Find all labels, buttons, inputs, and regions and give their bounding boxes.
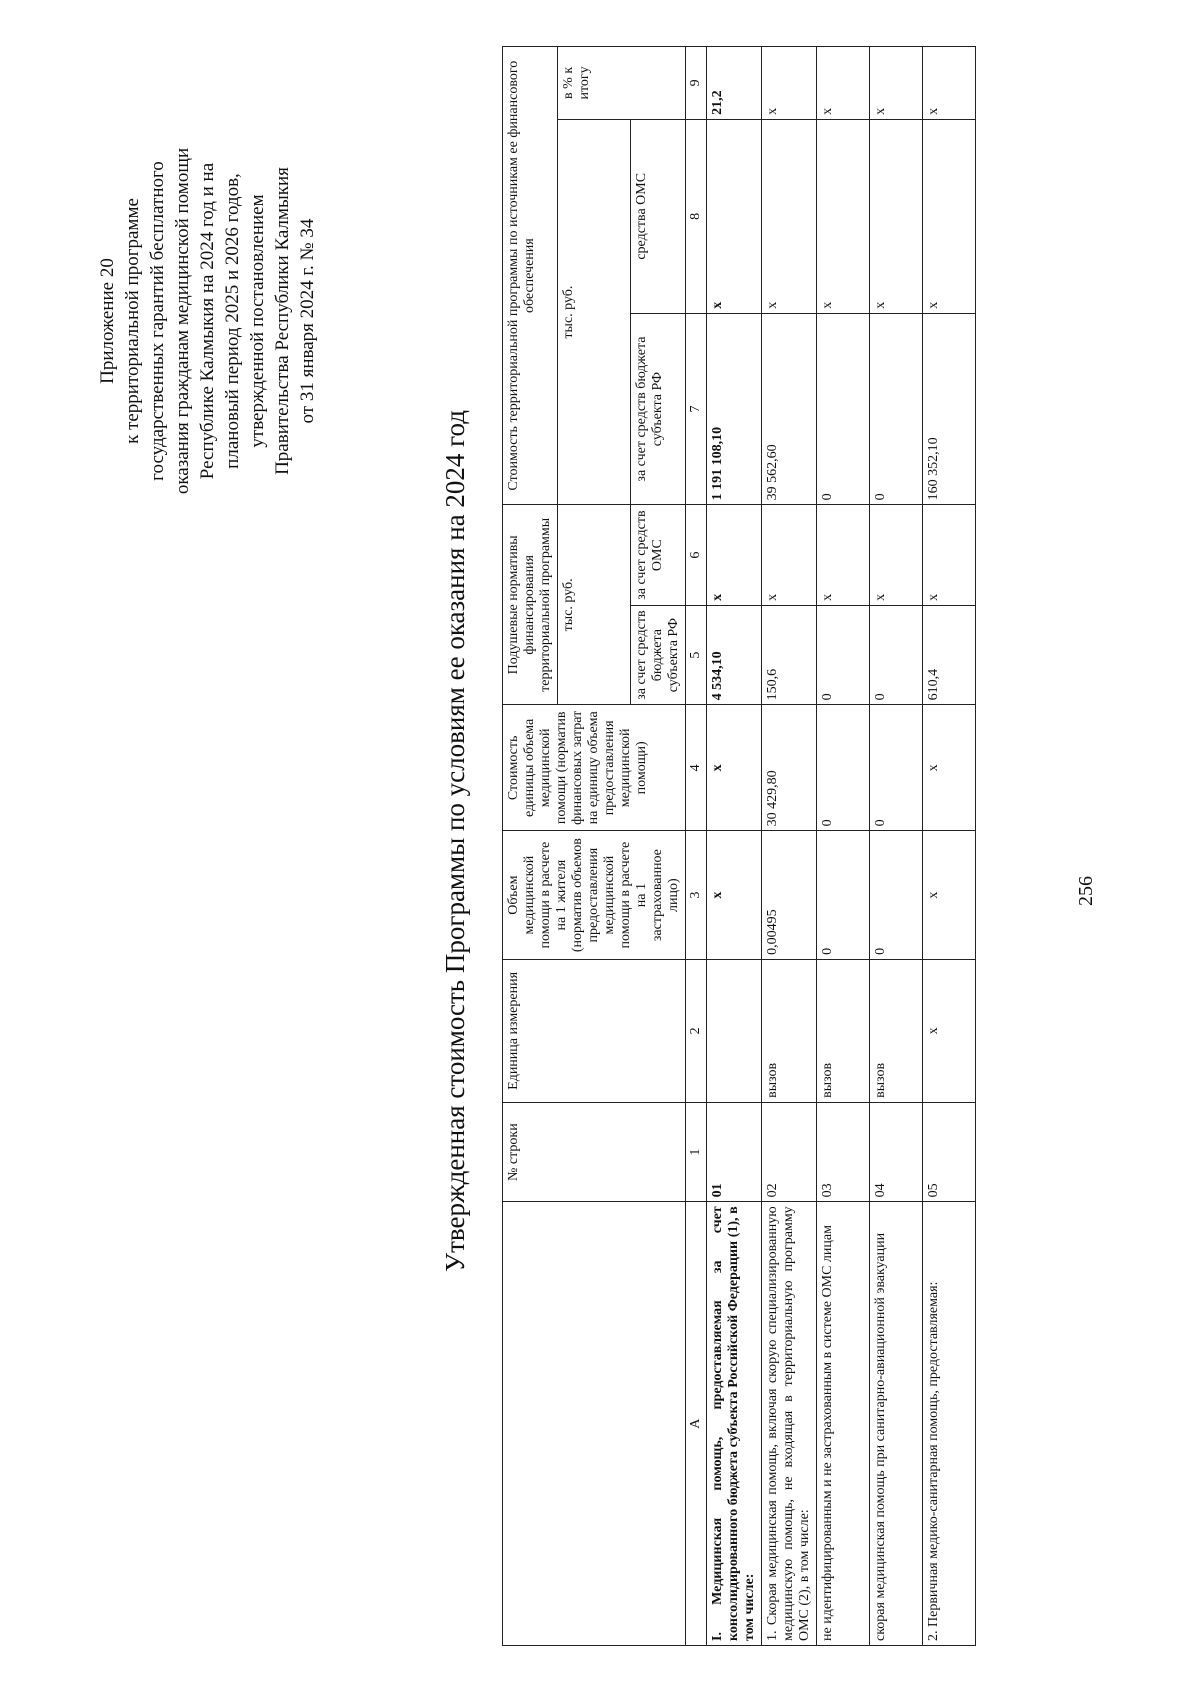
page-number: 256 xyxy=(1075,876,1097,906)
col-number: 2 xyxy=(686,959,707,1102)
table-row xyxy=(923,47,976,1646)
header-norm-budget: за счет средств бюджета субъекта РФ xyxy=(631,605,686,704)
cell-total-oms: x xyxy=(817,119,870,313)
header-per-capita-norms: Подушевые нормативы финансирования территориальной программы xyxy=(503,505,558,705)
cell-row-number: 02 xyxy=(762,1102,817,1201)
cell-description: I. Медицинская помощь, предоставляемая за счет консолидированного бюджета субъекта Российской Федерации (1), в том числе: xyxy=(707,1202,762,1646)
header-norm-unit: тыс. руб. xyxy=(558,505,631,705)
cell-description: 1. Скорая медицинская помощь, включая скорую специализированную медицинскую помощь, не входящая в территориальную программу ОМС (2), в том числе: xyxy=(762,1202,817,1646)
cell-total-pct: x xyxy=(817,47,870,120)
cell-total-pct: x xyxy=(870,47,923,120)
cell-total-budget: 0 xyxy=(870,313,923,505)
cell-total-oms: x xyxy=(870,119,923,313)
appendix-line: утвержденной постановлением xyxy=(247,194,268,448)
cost-table xyxy=(502,46,976,1646)
cell-volume: 0 xyxy=(870,831,923,960)
header-total-oms: средства ОМС xyxy=(631,119,686,313)
cell-unit-cost: 0 xyxy=(817,705,870,831)
cell-row-number: 04 xyxy=(870,1102,923,1201)
table-row xyxy=(870,47,923,1646)
cell-norm-budget: 4 534,10 xyxy=(707,605,762,704)
cell-row-number: 05 xyxy=(923,1102,976,1201)
cell-total-budget: 39 562,60 xyxy=(762,313,817,505)
header-unit-cost: Стоимость единицы объема медицинской помощи (норматив финансовых затрат на единицу объема предоставления медицинской помощи) xyxy=(503,705,686,831)
cell-row-number: 01 xyxy=(707,1102,762,1201)
header-unit: Единица измерения xyxy=(503,959,686,1102)
cell-norm-oms: x xyxy=(707,505,762,606)
cell-unit: вызов xyxy=(870,959,923,1102)
col-number: 5 xyxy=(686,605,707,704)
cell-description: не идентифицированным и не застрахованным в системе ОМС лицам xyxy=(817,1202,870,1646)
col-number: 6 xyxy=(686,505,707,606)
cell-row-number: 03 xyxy=(817,1102,870,1201)
cell-norm-oms: x xyxy=(762,505,817,606)
cell-norm-budget: 150,6 xyxy=(762,605,817,704)
cell-norm-budget: 0 xyxy=(817,605,870,704)
appendix-line: Правительства Республики Калмыкия xyxy=(272,167,293,475)
cell-total-budget: 0 xyxy=(817,313,870,505)
appendix-line: Республике Калмыкия на 2024 год и на xyxy=(197,162,218,480)
cell-total-oms: x xyxy=(707,119,762,313)
cell-total-budget: 160 352,10 xyxy=(923,313,976,505)
cell-norm-oms: x xyxy=(923,505,976,606)
cell-total-oms: x xyxy=(923,119,976,313)
col-number: 3 xyxy=(686,831,707,960)
appendix-line: плановый период 2025 и 2026 годов, xyxy=(222,173,243,469)
header-a xyxy=(503,1202,686,1646)
cell-total-budget: 1 191 108,10 xyxy=(707,313,762,505)
appendix-line: от 31 января 2024 г. № 34 xyxy=(297,218,318,424)
header-total-pct: в % к итогу xyxy=(558,47,686,120)
header-row-number: № строки xyxy=(503,1102,686,1201)
table-row xyxy=(707,47,762,1646)
cell-unit: вызов xyxy=(817,959,870,1102)
appendix-line: к территориальной программе xyxy=(122,198,143,444)
header-total-budget: за счет средств бюджета субъекта РФ xyxy=(631,313,686,505)
header-norm-oms: за счет средств ОМС xyxy=(631,505,686,606)
appendix-line: оказания гражданам медицинской помощи xyxy=(172,147,193,495)
cell-volume: x xyxy=(707,831,762,960)
cell-total-pct: x xyxy=(923,47,976,120)
header-volume: Объем медицинской помощи в расчете на 1 жителя (норматив объемов предоставления медицинской помощи в расчете на 1 застрахованное лицо) xyxy=(503,831,686,960)
cell-total-pct: x xyxy=(762,47,817,120)
col-number: 1 xyxy=(686,1102,707,1201)
cell-volume: 0,00495 xyxy=(762,831,817,960)
cell-norm-oms: x xyxy=(870,505,923,606)
cell-total-oms: x xyxy=(762,119,817,313)
cell-unit-cost: 30 429,80 xyxy=(762,705,817,831)
col-number: 4 xyxy=(686,705,707,831)
appendix-block xyxy=(95,61,320,581)
header-program-cost: Стоимость территориальной программы по источникам ее финансового обеспечения xyxy=(503,47,558,505)
appendix-line: Приложение 20 xyxy=(97,258,118,384)
table-row xyxy=(817,47,870,1646)
cell-unit xyxy=(707,959,762,1102)
cell-unit: x xyxy=(923,959,976,1102)
cell-volume: 0 xyxy=(817,831,870,960)
cell-total-pct: 21,2 xyxy=(707,47,762,120)
cell-unit-cost: x xyxy=(707,705,762,831)
col-number: 9 xyxy=(686,47,707,120)
document-title: Утвержденная стоимость Программы по условиям ее оказания на 2024 год xyxy=(440,409,470,1273)
cell-unit-cost: 0 xyxy=(870,705,923,831)
cell-norm-budget: 0 xyxy=(870,605,923,704)
col-number: 8 xyxy=(686,119,707,313)
cell-volume: x xyxy=(923,831,976,960)
col-number: А xyxy=(686,1202,707,1646)
cell-norm-budget: 610,4 xyxy=(923,605,976,704)
col-number: 7 xyxy=(686,313,707,505)
cell-unit-cost: x xyxy=(923,705,976,831)
table-row xyxy=(762,47,817,1646)
appendix-line: государственных гарантий бесплатного xyxy=(147,161,168,481)
cell-description: скорая медицинская помощь при санитарно-авиационной эвакуации xyxy=(870,1202,923,1646)
cell-description: 2. Первичная медико-санитарная помощь, предоставляемая: xyxy=(923,1202,976,1646)
cell-unit: вызов xyxy=(762,959,817,1102)
header-total-unit: тыс. руб. xyxy=(558,119,631,504)
cell-norm-oms: x xyxy=(817,505,870,606)
